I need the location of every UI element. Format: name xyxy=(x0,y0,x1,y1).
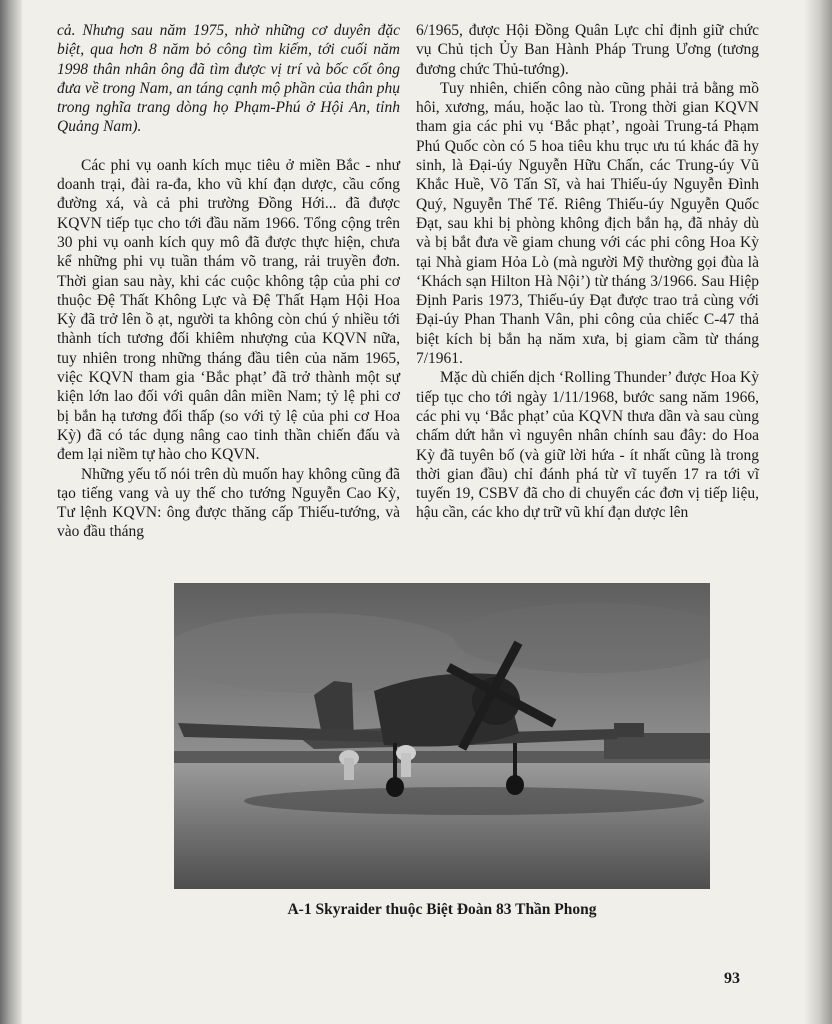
left-column xyxy=(57,21,400,542)
right-column xyxy=(416,21,759,523)
figure-caption: A-1 Skyraider thuộc Biệt Đoàn 83 Thần Phong xyxy=(287,901,597,918)
paragraph-rolling-thunder: Mặc dù chiến dịch ‘Rolling Thunder’ được Hoa Kỳ tiếp tục cho tới ngày 1/11/1968, bước sang năm 1966, các phi vụ ‘Bắc phạt’ của KQVN thưa dần và sau cùng chấm dứt hẳn vì nguyên nhân chính sau đây: do Hoa Kỳ đã tuyên bố (và giữ lời hứa - ít nhất cũng là trong thời gian đầu) chỉ đánh phá từ vĩ tuyến 17 ra tới vĩ tuyến 19, CSBV đã cho di chuyển các đơn vị tiếp liệu, hậu cần, các kho dự trữ vũ khí đạn dược lên xyxy=(416,369,759,522)
page-edge-shadow xyxy=(804,0,832,1024)
aircraft-photo xyxy=(174,583,710,889)
paragraph-continuation: 6/1965, được Hội Đồng Quân Lực chỉ định giữ chức vụ Chủ tịch Ủy Ban Hành Pháp Trung Ương (tương đương chức Thủ-tướng). xyxy=(416,22,759,78)
page-number: 93 xyxy=(724,970,740,987)
paragraph-northern-strikes: Các phi vụ oanh kích mục tiêu ở miền Bắc - như doanh trại, đài ra-đa, kho vũ khí đạn dược, cầu cống đường xá, và cả phi trường Đồng Hới... đã được KQVN tiếp tục cho tới đầu năm 1966. Tổng cộng trên 30 phi vụ oanh kích quy mô đã được thực hiện, chưa kể những phi vụ tuần thám võ trang, rải truyền đơn. Thời gian sau này, khi các cuộc không tập của phi cơ thuộc Đệ Thất Không Lực và Đệ Thất Hạm Hội Hoa Kỳ đã trở lên ồ ạt, người ta không còn chú ý nhiều tới thành tích tương đối khiêm nhượng của KQVN nữa, tuy nhiên trong những tháng đầu tiên của năm 1965, việc KQVN tham gia ‘Bắc phạt’ đã trở thành một sự kiện lớn lao đối với quân dân miền Nam; tỷ lệ phi cơ bị bắn hạ tương đối thấp (so với tỷ lệ của phi cơ Hoa Kỳ) đã có tác dụng nâng cao tinh thần chiến đấu và đem lại niềm tự hào cho KQVN. xyxy=(57,156,400,464)
paragraph-nguyen-cao-ky: Những yếu tố nói trên dù muốn hay không cũng đã tạo tiếng vang và uy thế cho tướng Nguyễn Cao Kỳ, Tư lệnh KQVN: ông được thăng cấp Thiếu-tướng, và vào đầu tháng xyxy=(57,465,400,541)
italic-note-paragraph: cả. Nhưng sau năm 1975, nhờ những cơ duyên đặc biệt, qua hơn 8 năm bỏ công tìm kiếm, tới cuối năm 1998 thân nhân ông đã tìm được vị trí và bốc cốt ông đưa về trong Nam, an táng cạnh mộ phần của thân phụ trong nghĩa trang dòng họ Phạm-Phú ở Hội An, tỉnh Quảng Nam). xyxy=(57,22,400,136)
book-spine-shadow xyxy=(0,0,22,1024)
paragraph-losses: Tuy nhiên, chiến công nào cũng phải trả bằng mồ hôi, xương, máu, hoặc lao tù. Trong thời gian KQVN tham gia các phi vụ ‘Bắc phạt’, ngoài Trung-tá Phạm Phú Quốc còn có 5 hoa tiêu khu trục ưu tú khác đã hy sinh, là Đại-úy Nguyễn Hữu Chấn, các Trung-úy Vũ Khắc Huề, Võ Tấn Sĩ, và hai Thiếu-úy Nguyễn Đình Quý, Nguyễn Thế Tế. Riêng Thiếu-úy Nguyễn Quốc Đạt, sau khi bị phòng không địch bắn hạ, đã nhảy dù và bị bắt đưa về giam chung với các phi công Hoa Kỳ tại Nhà giam Hỏa Lò (mà người Mỹ thường gọi đùa là ‘Khách sạn Hilton Hà Nội’) từ tháng 3/1966. Sau Hiệp Định Paris 1973, Thiếu-úy Đạt được trao trả cùng với Đại-úy Phan Thanh Vân, phi công của chiếc C-47 thả biệt kích bị bắn hạ năm xưa, bị giam cầm từ tháng 7/1961. xyxy=(416,79,759,368)
